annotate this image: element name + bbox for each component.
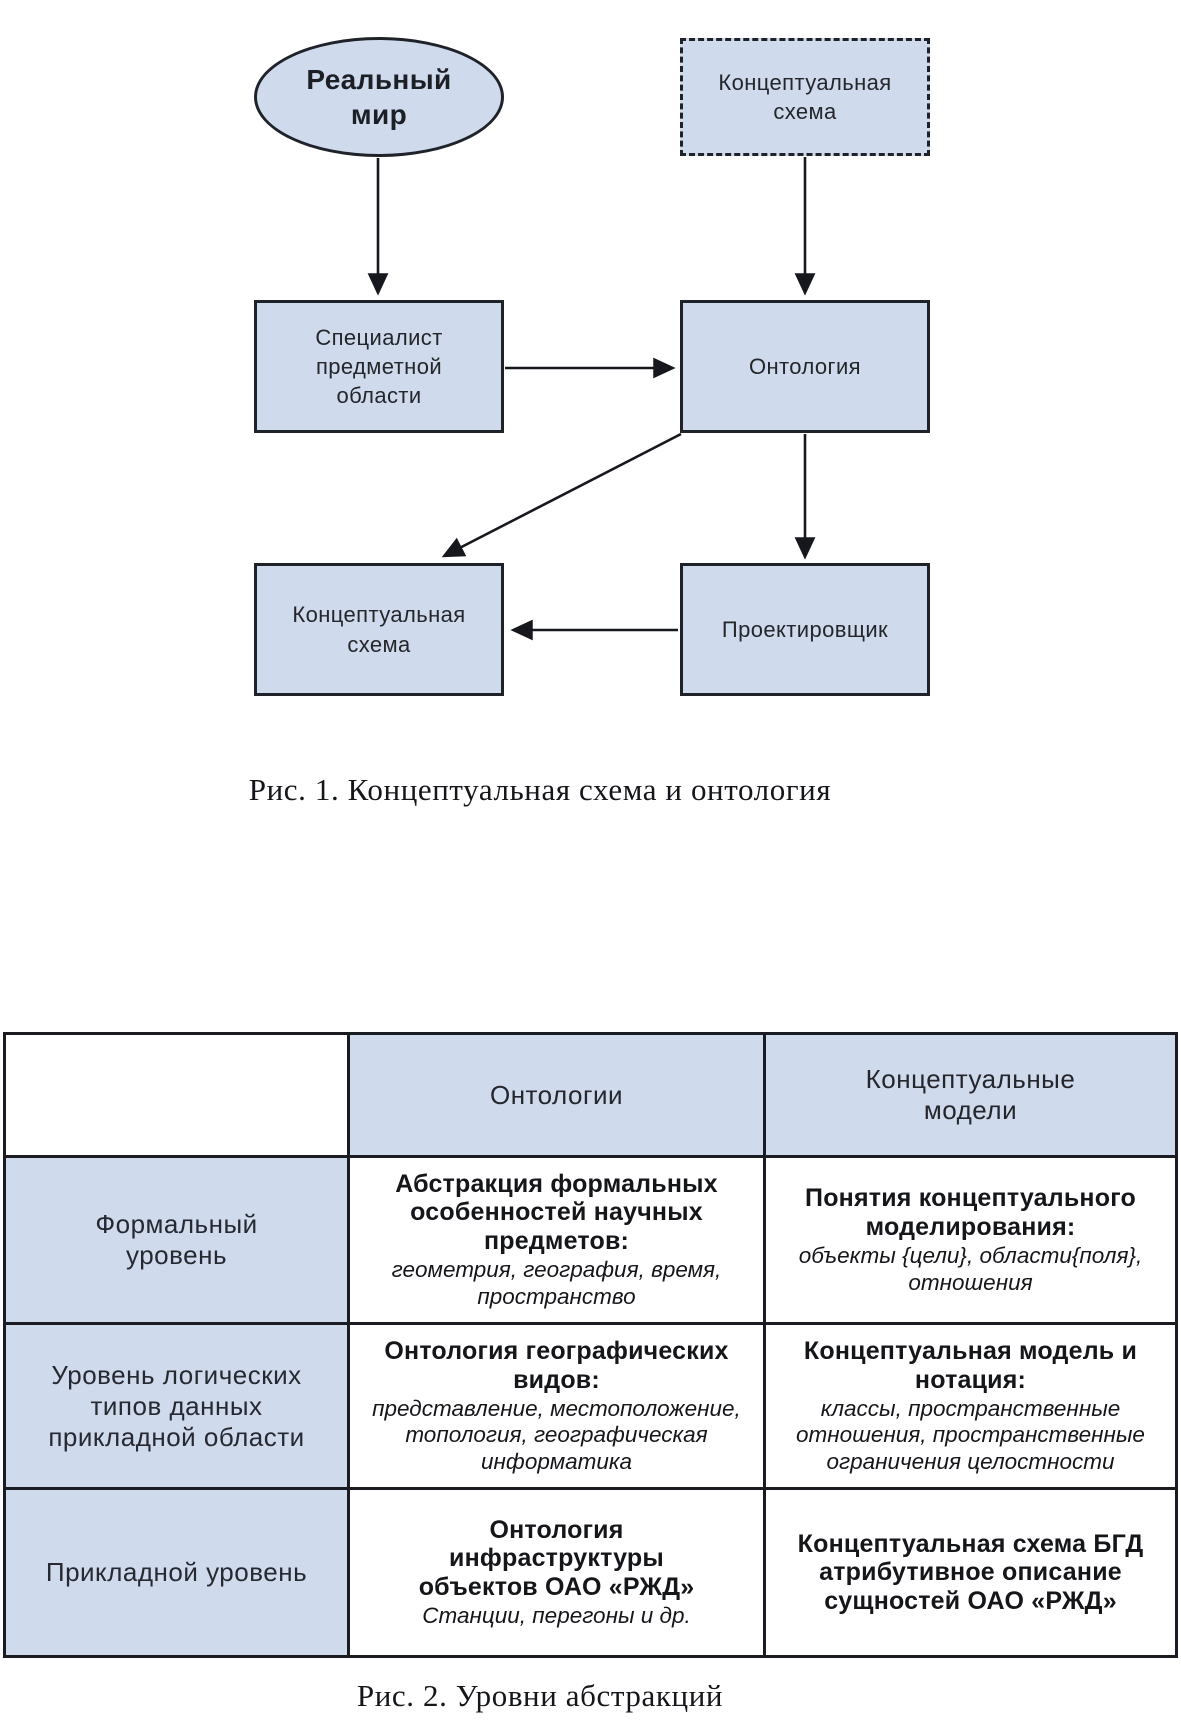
cell-formal-ontology <box>349 1157 765 1324</box>
cell-applied-ontology <box>349 1489 765 1657</box>
arrow-ontology-to-schema <box>444 434 681 556</box>
node-domain-specialist-label: Специалист предметной области <box>315 324 443 409</box>
node-domain-specialist <box>254 300 504 433</box>
node-ontology <box>680 300 930 433</box>
figure2-caption: Рис. 2. Уровни абстракций <box>356 1678 724 1713</box>
cell-applied-conceptual-title: Концептуальная схема БГД атрибутивное описание сущностей ОАО «РЖД» <box>797 1529 1144 1615</box>
node-ontology-label: Онтология <box>749 353 861 379</box>
figure1-diagram <box>0 0 1181 830</box>
row-label-formal-level <box>5 1157 349 1324</box>
node-conceptual-schema-top-label: Концептуальная схема <box>718 69 892 124</box>
row-label-logical-level <box>5 1324 349 1489</box>
node-conceptual-schema-top <box>680 38 930 156</box>
node-conceptual-schema-bottom <box>254 563 504 696</box>
abstraction-levels-table <box>3 1032 1178 1658</box>
cell-formal-ontology-title: Абстракция формальных особенностей научных предметов: <box>395 1169 718 1255</box>
row-label-applied-level <box>5 1489 349 1657</box>
table-row-logical-level <box>5 1324 1177 1489</box>
node-designer <box>680 563 930 696</box>
node-real-world <box>254 37 504 157</box>
cell-formal-ontology-detail: геометрия, география, время, пространство <box>391 1257 722 1309</box>
column-header-ontologies <box>349 1034 765 1157</box>
cell-formal-conceptual-detail: объекты {цели}, области{поля}, отношения <box>798 1243 1143 1295</box>
figure1-caption: Рис. 1. Концептуальная схема и онтология <box>248 772 832 807</box>
cell-applied-conceptual <box>765 1489 1177 1657</box>
cell-logical-conceptual <box>765 1324 1177 1489</box>
cell-applied-ontology-detail: Станции, перегоны и др. <box>422 1603 691 1629</box>
node-designer-label: Проектировщик <box>721 616 889 642</box>
table-row-applied-level <box>5 1489 1177 1657</box>
cell-logical-ontology <box>349 1324 765 1489</box>
row-label-applied-level-text: Прикладной уровень <box>45 1557 308 1587</box>
node-real-world-label: Реальный мир <box>306 64 452 130</box>
table-corner-empty <box>5 1034 349 1157</box>
cell-formal-conceptual <box>765 1157 1177 1324</box>
cell-logical-ontology-title: Онтология географических видов: <box>384 1337 729 1394</box>
node-conceptual-schema-bottom-label: Концептуальная схема <box>292 602 466 657</box>
row-label-formal-level-text: Формальный уровень <box>95 1209 258 1270</box>
cell-logical-ontology-detail: представление, местоположение, топология, географическая информатика <box>372 1396 741 1474</box>
row-label-logical-level-text: Уровень логических типов данных прикладной области <box>48 1359 305 1452</box>
column-header-conceptual-models-label: Концептуальные модели <box>865 1064 1076 1125</box>
cell-applied-ontology-title: Онтология инфраструктуры объектов ОАО «РЖД» <box>418 1515 695 1601</box>
cell-logical-conceptual-detail: классы, пространственные отношения, пространственные ограничения целостности <box>796 1396 1145 1474</box>
table-header-row <box>5 1034 1177 1157</box>
table-row-formal-level <box>5 1157 1177 1324</box>
cell-logical-conceptual-title: Концептуальная модель и нотация: <box>803 1337 1138 1394</box>
cell-formal-conceptual-title: Понятия концептуального моделирования: <box>805 1184 1136 1241</box>
column-header-conceptual-models <box>765 1034 1177 1157</box>
column-header-ontologies-label: Онтологии <box>489 1079 624 1110</box>
arrow-layer <box>0 0 1181 830</box>
